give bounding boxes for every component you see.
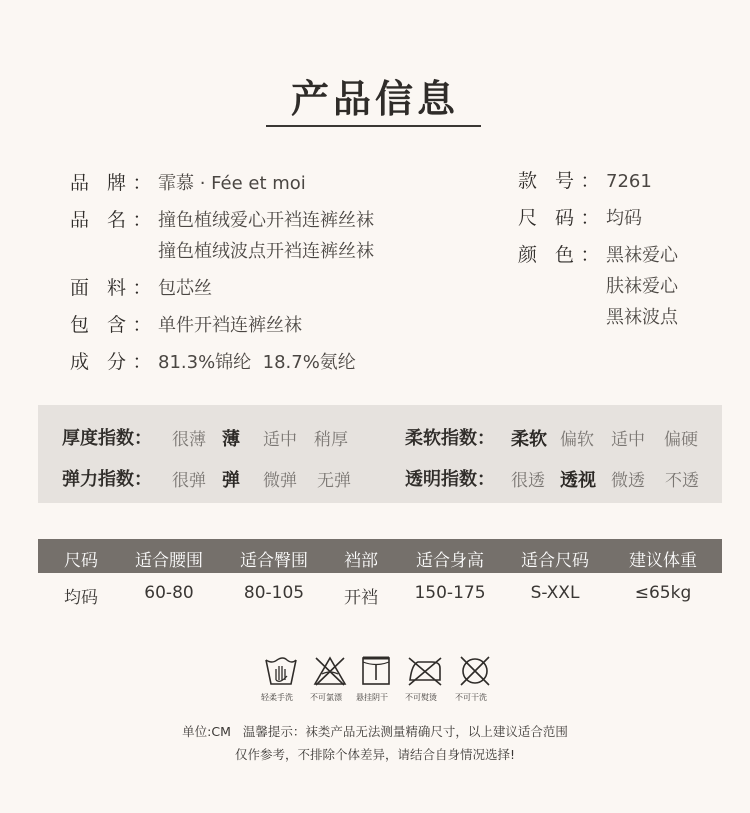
info-key: 面 料 (70, 277, 126, 299)
info-value: 包芯丝 (158, 278, 212, 299)
thickness-option: 稍厚 (314, 430, 348, 450)
care-item-hand-wash (260, 654, 302, 703)
thickness-option: 很薄 (172, 430, 206, 450)
info-row-fabric (70, 273, 490, 304)
softness-option: 偏硬 (664, 430, 698, 450)
page-title: 产品信息 (290, 76, 459, 121)
care-label: 不可氯漂 (310, 693, 342, 702)
table-cell: 150-175 (414, 583, 486, 603)
info-colon: ： (132, 209, 152, 231)
elasticity-option: 很弹 (172, 471, 206, 491)
table-cell: 均码 (64, 588, 98, 608)
info-value: 81.3%锦纶 18.7%氨纶 (158, 352, 356, 373)
info-colon: ： (132, 351, 152, 373)
info-row-composition (70, 347, 490, 378)
care-item-no-dry-clean (454, 654, 496, 703)
care-label: 轻柔手洗 (261, 693, 293, 702)
info-colon: ： (580, 207, 600, 229)
size-table-header (38, 539, 722, 573)
size-note-line-2: 仅作参考，不排除个体差异，请结合自身情况选择! (234, 747, 515, 762)
info-colon: ： (580, 170, 600, 192)
info-row-size (518, 203, 738, 234)
table-header-cell: 适合臀围 (240, 551, 308, 571)
care-item-no-iron (404, 654, 446, 703)
thickness-option: 适中 (263, 430, 297, 450)
info-value: 单件开裆连裤丝袜 (158, 315, 302, 336)
hand-wash-icon (263, 654, 299, 688)
thickness-index-label: 厚度指数： (62, 428, 152, 449)
no-iron-icon (406, 654, 444, 688)
elasticity-option: 微弹 (263, 471, 297, 491)
size-note-line-1: 单位:CM 温馨提示：袜类产品无法测量精确尺寸，以上建议适合范围 (182, 724, 568, 739)
transparency-option: 微透 (611, 471, 645, 491)
hang-dry-icon (358, 654, 394, 688)
table-header-cell: 裆部 (344, 551, 378, 571)
info-value: 7261 (606, 171, 652, 192)
care-label: 不可干洗 (455, 693, 487, 702)
table-header-cell: 适合尺码 (521, 551, 589, 571)
info-key: 颜 色 (518, 244, 574, 266)
table-cell: ≤65kg (634, 583, 692, 603)
transparency-option: 透视 (560, 470, 596, 491)
table-header-cell: 适合腰围 (135, 551, 203, 571)
info-value: 霏慕 · Fée et moi (158, 173, 306, 194)
table-cell: S-XXL (530, 583, 580, 603)
softness-option: 适中 (611, 430, 645, 450)
info-value: 撞色植绒爱心开裆连裤丝袜 (158, 210, 374, 231)
info-row-style-number (518, 166, 738, 197)
info-value: 均码 (606, 208, 642, 229)
table-header-cell: 尺码 (64, 551, 98, 571)
info-colon: ： (580, 244, 600, 266)
table-header-cell: 建议体重 (629, 551, 697, 571)
no-dry-clean-icon (457, 654, 493, 688)
table-row (38, 583, 722, 607)
softness-option: 偏软 (560, 430, 594, 450)
softness-option: 柔软 (511, 429, 547, 450)
thickness-option: 薄 (222, 429, 240, 450)
elasticity-option: 无弹 (317, 471, 351, 491)
info-key: 品 牌 (70, 172, 126, 194)
info-left (70, 168, 490, 384)
info-colon: ： (132, 172, 152, 194)
table-cell: 60-80 (144, 583, 194, 603)
table-cell: 开裆 (344, 588, 378, 608)
softness-index-label: 柔软指数： (405, 428, 495, 449)
care-item-no-bleach (309, 654, 351, 703)
info-value: 黑袜爱心 (606, 245, 678, 266)
info-key: 款 号 (518, 170, 574, 192)
info-colon: ： (132, 314, 152, 336)
info-colon: ： (132, 277, 152, 299)
info-value: 黑袜波点 (606, 307, 678, 328)
transparency-index-label: 透明指数： (405, 469, 495, 490)
care-label: 不可熨烫 (405, 693, 437, 702)
info-key: 成 分 (70, 351, 126, 373)
title-underline (266, 125, 481, 127)
info-value: 肤袜爱心 (606, 276, 678, 297)
table-cell: 80-105 (243, 583, 305, 603)
info-right (518, 166, 738, 339)
info-key: 包 含 (70, 314, 126, 336)
info-row-brand (70, 168, 490, 199)
no-bleach-icon (312, 654, 348, 688)
info-key: 尺 码 (518, 207, 574, 229)
elasticity-option: 弹 (222, 470, 240, 491)
care-item-hang-dry (355, 654, 397, 703)
info-row-product-name (70, 205, 490, 267)
table-header-cell: 适合身高 (416, 551, 484, 571)
info-key: 品 名 (70, 209, 126, 231)
care-label: 悬挂阴干 (356, 693, 388, 702)
transparency-option: 不透 (665, 471, 699, 491)
info-row-includes (70, 310, 490, 341)
elasticity-index-label: 弹力指数： (62, 469, 152, 490)
info-row-color (518, 240, 738, 333)
transparency-option: 很透 (511, 471, 545, 491)
index-panel (38, 405, 722, 503)
info-value: 撞色植绒波点开裆连裤丝袜 (158, 241, 374, 262)
